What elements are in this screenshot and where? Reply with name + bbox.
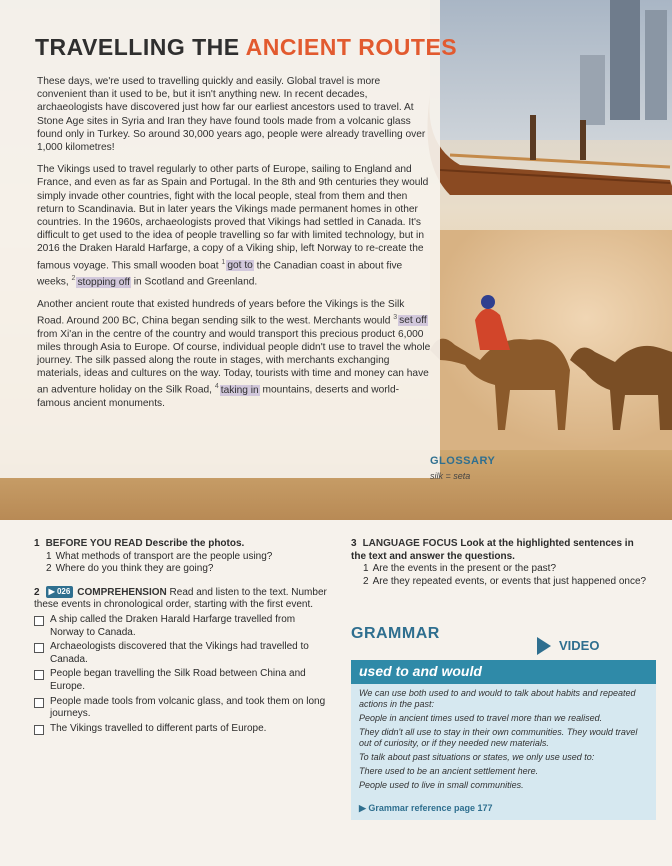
exercise-label: COMPREHENSION xyxy=(77,586,167,598)
exercise-number: 3 xyxy=(351,538,357,549)
grammar-line: We can use both used to and would to talk about habits and repeated actions in the past: xyxy=(359,688,636,709)
answer-box[interactable] xyxy=(34,725,44,735)
list-item xyxy=(34,668,334,693)
audio-track-icon[interactable]: ▶ 026 xyxy=(46,586,74,599)
footnote-marker: 3 xyxy=(393,314,398,322)
question-2 xyxy=(46,563,334,576)
title-part-1: TRAVELLING THE xyxy=(35,34,246,60)
article-body xyxy=(37,75,432,419)
exercise-2 xyxy=(34,586,334,736)
exercise-number: 1 xyxy=(34,538,40,549)
exercise-3 xyxy=(351,538,651,588)
question-text: Are the events in the present or the past? xyxy=(372,563,557,575)
question-number: 2 xyxy=(46,563,52,575)
play-icon xyxy=(537,637,551,655)
exercise-label: BEFORE YOU READ xyxy=(45,538,143,549)
glossary-title: GLOSSARY xyxy=(430,455,496,467)
exercise-2-heading xyxy=(34,586,334,612)
question-number: 2 xyxy=(363,575,369,587)
grammar-heading: GRAMMAR xyxy=(351,625,440,642)
article-paragraph-3 xyxy=(37,298,432,410)
grammar-example: There used to be an ancient settlement here. xyxy=(359,766,539,776)
answer-box[interactable] xyxy=(34,616,44,626)
event-text: Archaeologists discovered that the Vikings had travelled to Canada. xyxy=(50,641,309,665)
grammar-example: They didn't all use to stay in their own communities. They would travel out of curiosity, or if they needed new materials. xyxy=(359,727,638,748)
glossary xyxy=(430,455,525,481)
right-column xyxy=(351,538,651,592)
grammar-line: To talk about past situations or states, we only use used to: xyxy=(359,752,595,762)
grammar-box-title-bar xyxy=(351,660,656,684)
article-text: the Canadian coast in about five weeks, xyxy=(37,260,403,288)
exercise-instruction: Describe the photos. xyxy=(145,538,245,549)
list-item xyxy=(34,641,334,666)
answer-box[interactable] xyxy=(34,670,44,680)
camel-caravan-photo xyxy=(420,290,672,450)
exercise-instruction: Read and listen to the text. Number these events in chronological order, starting with the first event. xyxy=(34,586,327,611)
article-paragraph-2 xyxy=(37,163,432,289)
exercise-number: 2 xyxy=(34,586,40,598)
question-number: 1 xyxy=(46,550,52,562)
question-text: What methods of transport are the people using? xyxy=(55,550,273,562)
exercises-section xyxy=(0,520,672,866)
question-number: 1 xyxy=(363,563,369,575)
question-text: Where do you think they are going? xyxy=(55,563,214,575)
highlighted-phrase: got to xyxy=(227,260,253,272)
exercise-1 xyxy=(34,538,334,576)
title-part-2: ANCIENT ROUTES xyxy=(245,34,458,60)
article-text: from Xi'an in the centre of the country and would transport this precious product 6,000 miles through Asia to Europe. Of course, individual people didn't use to travel the whole journey. The silk passed along the route in stages, with merchants exchanging materials, ideas and cultures on the way. Today, tourists with time and money can have an adventure holiday on the Silk Road, xyxy=(37,328,431,396)
list-item xyxy=(34,614,334,639)
highlighted-phrase: set off xyxy=(399,315,427,327)
reading-panel xyxy=(0,0,458,478)
event-text: People began travelling the Silk Road between China and Europe. xyxy=(50,668,306,692)
article-paragraph-1: These days, we're used to travelling quickly and easily. Global travel is more convenient than it used to be, but it isn't anything new. In recent decades, archaeologists have discovered just how far our earliest ancestors used to travel. At Stone Age sites in Syria and Iran they have found tools made from a volcanic glass found only in Turkey. So around 30,000 years ago, people were already travelling over 1,000 kilometres! xyxy=(37,76,426,154)
audio-track-number: 026 xyxy=(56,586,71,596)
event-text: The Vikings travelled to different parts of Europe. xyxy=(50,722,267,734)
footnote-marker: 1 xyxy=(221,258,226,266)
article-text: The Vikings used to travel regularly to other parts of Europe, sailing to England and France, and even as far as Spain and Portugal. In the 8th and 9th centuries they would simply invade other countries, fight with the local people, steal from them and then return to Scandinavia. But in later years the Vikings made permanent homes in other countries. In the 1960s, archaeologists proved that Vikings had settled in Canada. It's difficult to get used to the idea of people travelling so far with limited technology, but in 2016 the Draken Harald Harfarge, a copy of a Viking ship, left Norway to re-create the famous voyage. This small wooden boat xyxy=(37,164,429,272)
question-1 xyxy=(46,551,334,564)
video-label: VIDEO xyxy=(559,638,600,653)
grammar-body xyxy=(359,688,649,794)
event-text: People made tools from volcanic glass, and took them on long journeys. xyxy=(50,695,326,720)
article-title xyxy=(35,34,457,61)
list-item xyxy=(34,696,334,721)
grammar-reference-link[interactable]: ▶ Grammar reference page 177 xyxy=(359,803,493,813)
highlighted-phrase: taking in xyxy=(220,384,259,396)
exercise-label: LANGUAGE FOCUS xyxy=(362,538,458,549)
article-text: in Scotland and Greenland. xyxy=(130,276,258,288)
question-text: Are they repeated events, or events that just happened once? xyxy=(372,575,647,587)
viking-ship-photo xyxy=(420,85,672,195)
exercise-instruction: Look at the highlighted sentences in the text and answer the questions. xyxy=(351,538,634,562)
grammar-example: People used to live in small communities. xyxy=(359,780,524,790)
event-checklist xyxy=(34,614,334,735)
grammar-box xyxy=(351,660,656,820)
left-column xyxy=(34,538,334,739)
exercise-1-heading xyxy=(34,538,334,551)
footnote-marker: 2 xyxy=(71,275,76,283)
question-1 xyxy=(363,563,651,576)
glossary-term: silk = seta xyxy=(430,471,471,481)
answer-box[interactable] xyxy=(34,698,44,708)
event-text: A ship called the Draken Harald Harfarge travelled from Norway to Canada. xyxy=(50,613,296,638)
grammar-box-title: used to and would xyxy=(359,663,482,679)
answer-box[interactable] xyxy=(34,643,44,653)
video-button[interactable] xyxy=(537,637,653,655)
article-text: mountains, deserts and world-famous ancient monuments. xyxy=(37,384,400,410)
exercise-3-heading xyxy=(351,538,651,563)
highlighted-phrase: stopping off xyxy=(77,276,130,288)
question-2 xyxy=(363,576,651,589)
footnote-marker: 4 xyxy=(214,383,219,391)
grammar-example: People in ancient times used to travel more than we realised. xyxy=(359,713,603,723)
list-item xyxy=(34,723,334,736)
article-text: Another ancient route that existed hundreds of years before the Vikings is the Silk Road. Around 200 BC, China began sending silk to the west. Merchants would xyxy=(37,298,405,327)
